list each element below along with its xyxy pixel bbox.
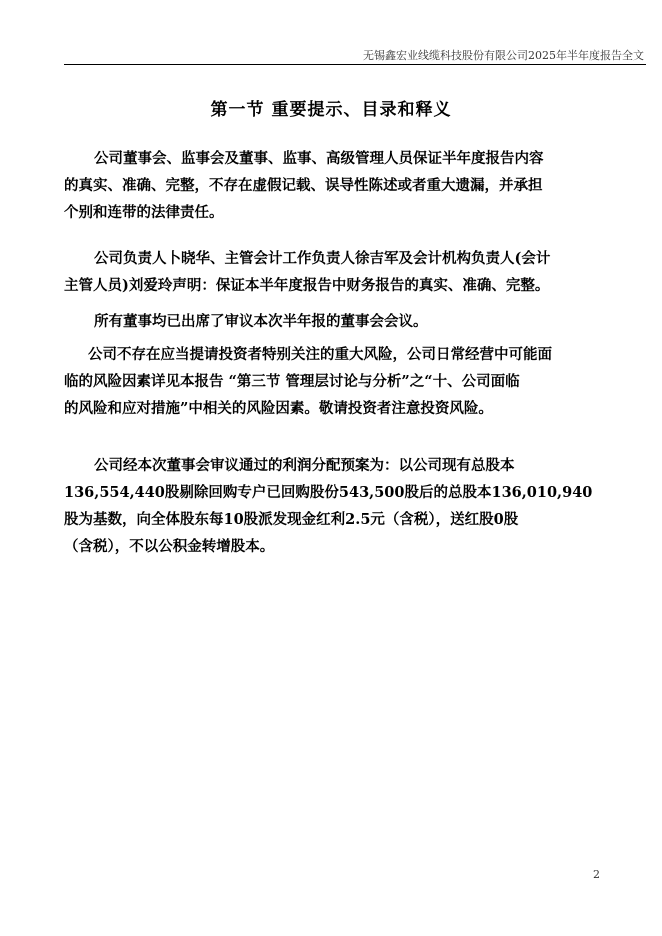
paragraph-line: 公司经本次董事会审议通过的利润分配预案为：以公司现有总股本 [94, 457, 515, 474]
paragraph-line: 公司不存在应当提请投资者特别关注的重大风险，公司日常经营中可能面 [88, 346, 552, 363]
section-title: 第一节 重要提示、目录和释义 [210, 100, 452, 120]
paragraph-line: 所有董事均已出席了审议本次半年报的董事会会议。 [94, 313, 428, 330]
paragraph-responsibility-statement [64, 145, 604, 226]
paragraph-line: 临的风险因素详见本报告 “第三节 管理层讨论与分析”之“十、公司面临 [64, 373, 520, 390]
page-number: 2 [593, 868, 600, 881]
report-header: 无锡鑫宏业线缆科技股份有限公司2025年半年度报告全文 [363, 49, 644, 62]
paragraph-line: 的风险和应对措施”中相关的风险因素。敬请投资者注意投资风险。 [64, 400, 493, 417]
paragraph-line: 的真实、准确、完整，不存在虚假记载、误导性陈述或者重大遗漏，并承担 [64, 177, 543, 194]
paragraph-board-attendance [64, 308, 604, 335]
paragraph-line: 主管人员)刘爱玲声明：保证本半年度报告中财务报告的真实、准确、完整。 [64, 277, 550, 294]
paragraph-line: 136,554,440股剔除回购专户已回购股份543,500股后的总股本136,010,940 [64, 484, 593, 501]
paragraph-line: 股为基数，向全体股东每10股派发现金红利2.5元（含税），送红股0股 [64, 511, 519, 528]
paragraph-line: 公司董事会、监事会及董事、监事、高级管理人员保证半年度报告内容 [94, 150, 544, 167]
paragraph-line: （含税），不以公积金转增股本。 [64, 538, 275, 555]
paragraph-risk-notice [64, 341, 604, 422]
paragraph-profit-distribution [64, 452, 604, 560]
paragraph-line: 个别和连带的法律责任。 [64, 204, 224, 221]
paragraph-accounting-statement [64, 245, 604, 299]
header-divider [64, 64, 646, 65]
paragraph-line: 公司负责人卜晓华、主管会计工作负责人徐吉军及会计机构负责人(会计 [94, 250, 551, 267]
